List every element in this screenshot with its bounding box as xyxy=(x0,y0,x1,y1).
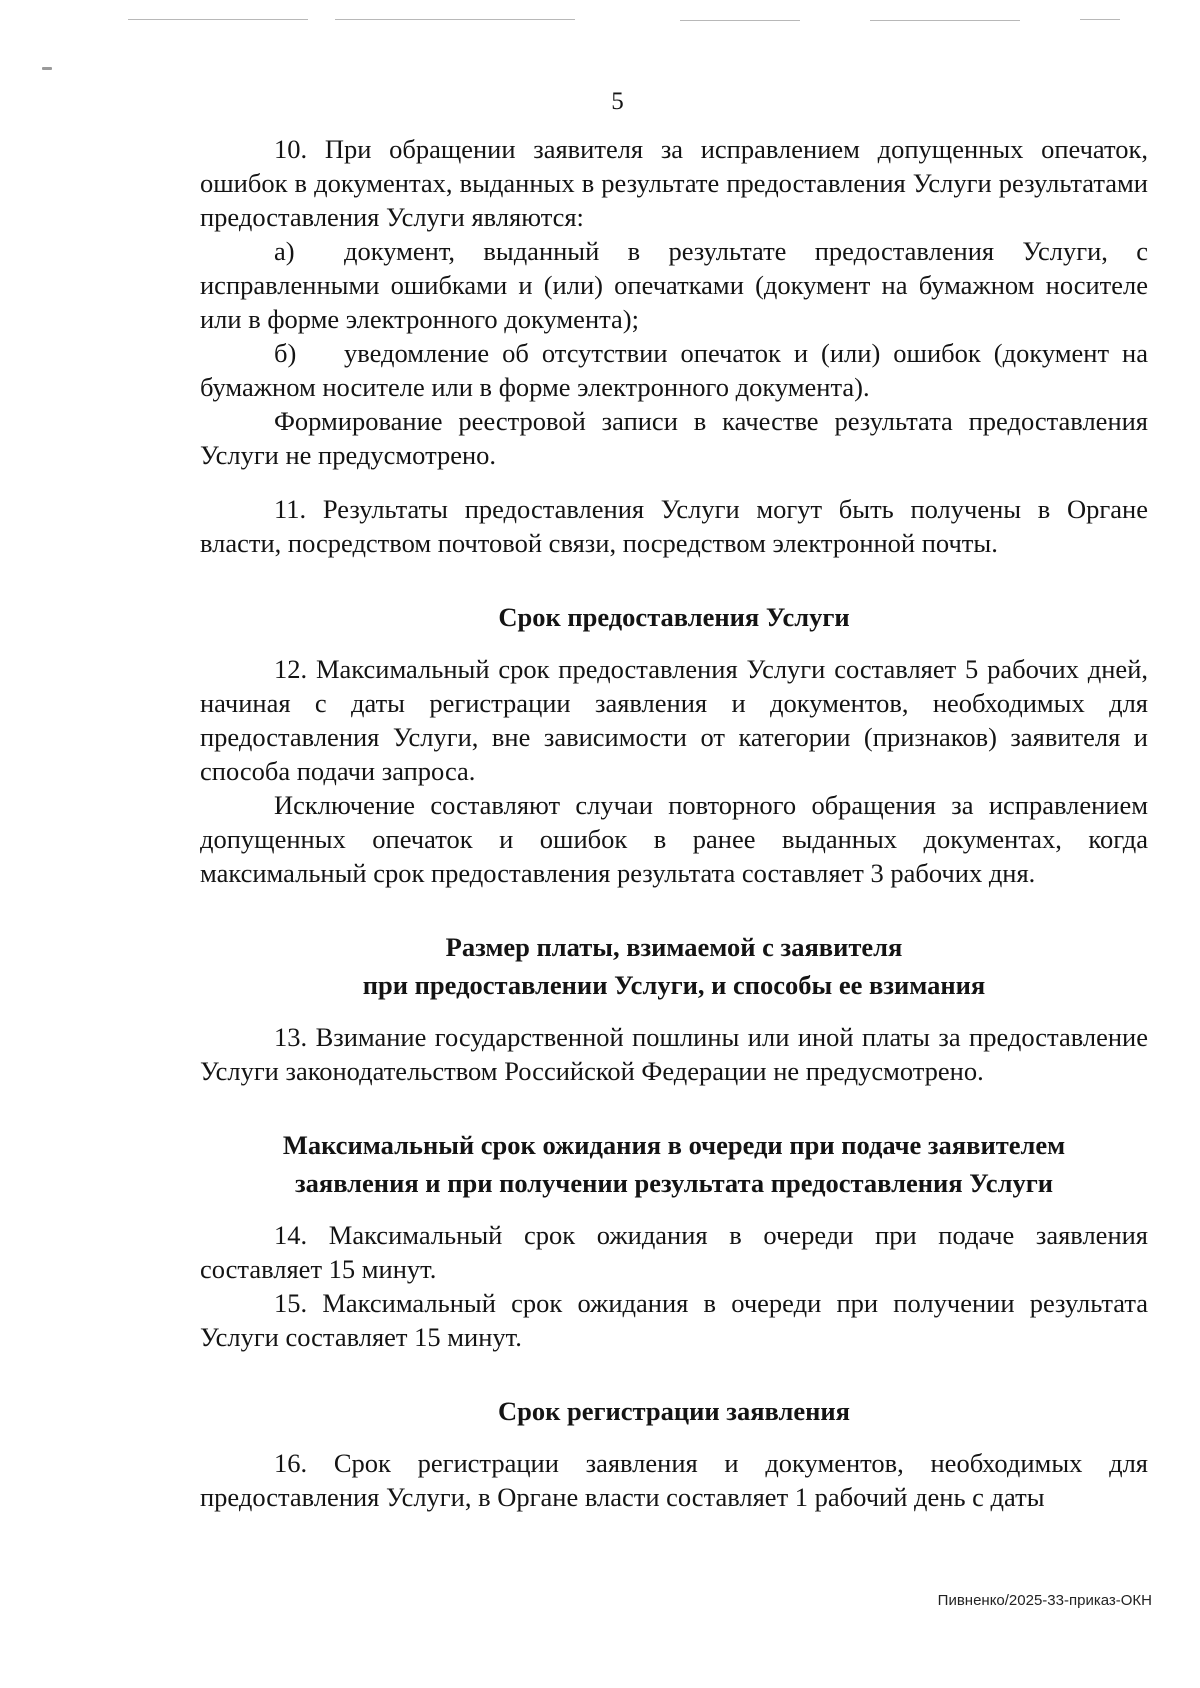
list-text-b: уведомление об отсутствии опечаток и (или) ошибок (документ на бумажном носителе или в форме электронного документа). xyxy=(200,338,1148,402)
scan-artifact-line xyxy=(870,20,1020,21)
section-heading-queue xyxy=(200,1126,1148,1202)
document-footer-code: Пивненко/2025-33-приказ-ОКН xyxy=(937,1592,1152,1609)
scan-artifact-line xyxy=(128,19,308,20)
list-marker-a: а) xyxy=(274,236,295,266)
scan-artifact-speck xyxy=(42,67,52,70)
paragraph-16: 16. Срок регистрации заявления и документов, необходимых для предоставления Услуги, в Органе власти составляет 1 рабочий день с даты xyxy=(200,1448,1148,1512)
scan-artifact-line xyxy=(335,19,575,20)
document-body xyxy=(200,132,1148,1514)
section-heading-fee-line-1: Размер платы, взимаемой с заявителя xyxy=(445,932,903,962)
paragraph-10-registry: Формирование реестровой записи в качестве результата предоставления Услуги не предусмотрено. xyxy=(200,406,1148,470)
section-heading-term: Срок предоставления Услуги xyxy=(498,602,850,632)
paragraph-12: 12. Максимальный срок предоставления Услуги составляет 5 рабочих дней, начиная с даты регистрации заявления и документов, необходимых для предоставления Услуги, вне зависимости от категории (признаков) заявителя и способа подачи запроса. xyxy=(200,654,1148,786)
paragraph-10: 10. При обращении заявителя за исправлением допущенных опечаток, ошибок в документах, выданных в результате предоставления Услуги результатами предоставления Услуги являются: xyxy=(200,134,1148,232)
paragraph-13: 13. Взимание государственной пошлины или иной платы за предоставление Услуги законодательством Российской Федерации не предусмотрено. xyxy=(200,1022,1148,1086)
paragraph-14: 14. Максимальный срок ожидания в очереди при подаче заявления составляет 15 минут. xyxy=(200,1220,1148,1284)
list-marker-b: б) xyxy=(274,338,297,368)
scan-artifact-line xyxy=(680,20,800,21)
section-heading-registration: Срок регистрации заявления xyxy=(497,1396,851,1426)
section-heading-queue-line-2: заявления и при получении результата предоставления Услуги xyxy=(294,1168,1053,1198)
paragraph-11: 11. Результаты предоставления Услуги могут быть получены в Органе власти, посредством почтовой связи, посредством электронной почты. xyxy=(200,494,1148,558)
section-heading-fee-line-2: при предоставлении Услуги, и способы ее взимания xyxy=(362,970,986,1000)
page-number: 5 xyxy=(611,88,624,115)
paragraph-15: 15. Максимальный срок ожидания в очереди при получении результата Услуги составляет 15 минут. xyxy=(200,1288,1148,1352)
list-item-a xyxy=(200,234,1148,336)
scan-artifact-line xyxy=(1080,19,1120,20)
section-heading-queue-line-1: Максимальный срок ожидания в очереди при подаче заявителем xyxy=(282,1130,1066,1160)
list-text-a: документ, выданный в результате предоставления Услуги, с исправленными ошибками и (или) опечатками (документ на бумажном носителе или в форме электронного документа); xyxy=(200,236,1148,334)
list-item-b xyxy=(200,336,1148,404)
section-heading-fee xyxy=(200,928,1148,1004)
paragraph-12-exception: Исключение составляют случаи повторного обращения за исправлением допущенных опечаток и ошибок в ранее выданных документах, когда максимальный срок предоставления результата составляет 3 рабочих дня. xyxy=(200,790,1148,888)
